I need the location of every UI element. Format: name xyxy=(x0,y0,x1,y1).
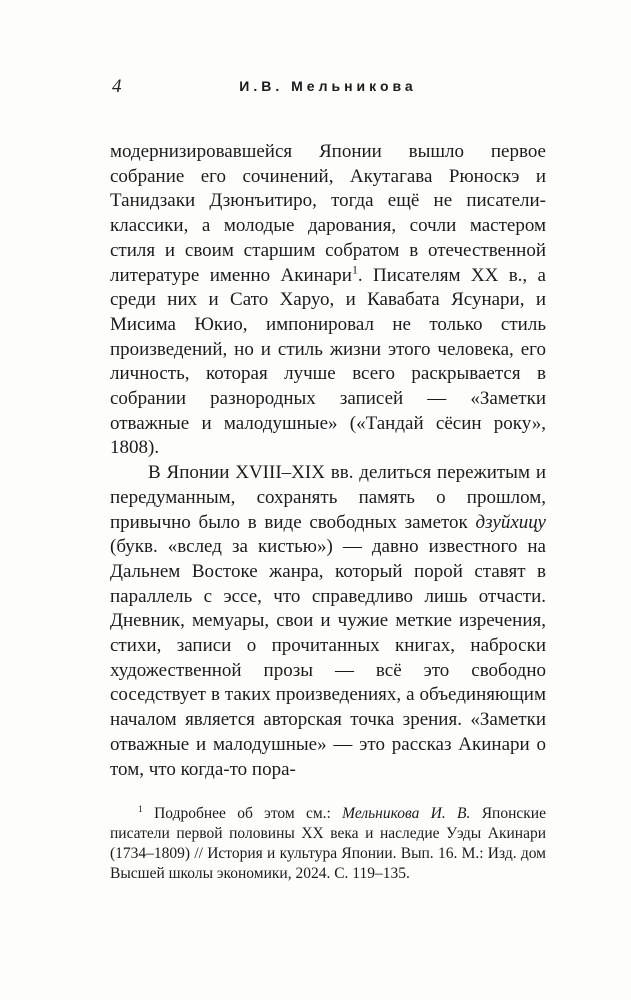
footnote: $^1$ Подробнее об этом см.: Мельникова И. В. Японские писатели первой половины XX века и наследие Уэды Акинари (1734–1809) // История и культура Японии. Вып. 16. М.: Изд. дом Высшей школы экономики, 2024. С. 119–135. xyxy=(110,804,546,882)
running-header: И.В. Мельникова xyxy=(239,78,417,94)
paragraph: В Японии XVIII–XIX вв. делиться пережитым и передуманным, сохранять память о прошлом, привычно было в виде свободных заметок дзуйхицу (букв. «вслед за кистью») — давно известного на Дальнем Востоке жанра, который порой ставят в параллель с эссе, что справедливо лишь отчасти. Дневник, мемуары, свои и чужие меткие изречения, стихи, записи о прочитанных книгах, наброски художественной прозы — всё это свободно соседствует в таких произведениях, а объединяющим началом является авторская точка зрения. «Заметки отважные и малодушные» — это рассказ Акинари о том, что когда-то пора- xyxy=(110,462,546,780)
page-header xyxy=(110,76,546,98)
page-number: 4 xyxy=(112,76,122,97)
paragraph: модернизировавшейся Японии вышло первое собрание его сочинений, Акутагава Рюноскэ и Танидзаки Дзюнъитиро, тогда ещё не писатели-классики, а молодые дарования, сочли мастером стиля и своим старшим собратом в отечественной литературе именно Акинари$^1$. Писателям XX в., а среди них и Сато Харуо, и Кавабата Ясунари, и Мисима Юкио, импонировал не только стиль произведений, но и стиль жизни этого человека, его личность, которая лучше всего раскрывается в собрании разнородных записей — «Заметки отважные и малодушные» («Тандай сёсин року», 1808). xyxy=(110,141,546,459)
body-text xyxy=(110,140,546,782)
